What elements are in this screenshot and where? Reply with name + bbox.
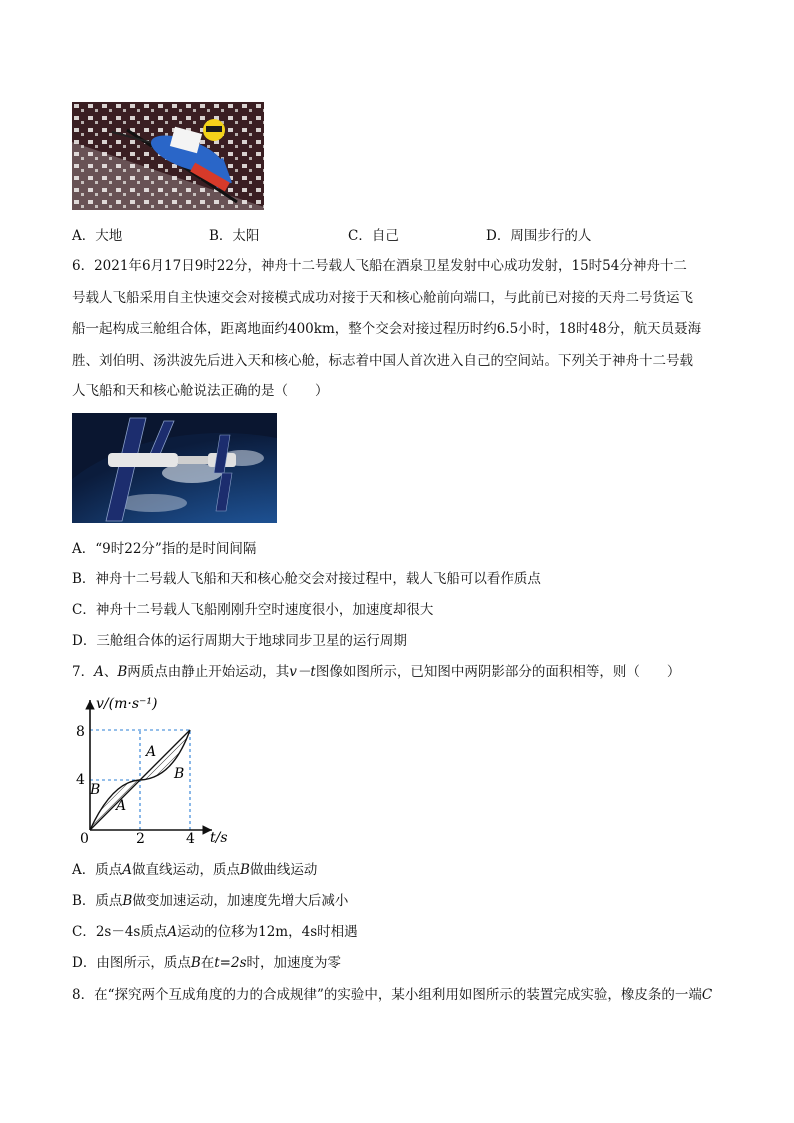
q7-option-d-mid: 在 (200, 955, 215, 971)
q7-option-c-mid: 运动的位移为12m，4s时相遇 (177, 924, 358, 940)
q7-option-d-var2: t=2s (214, 955, 247, 971)
q5-option-d: D．周围步行的人 (486, 228, 592, 244)
q6-stem-line-2: 号载人飞船采用自主快速交会对接模式成功对接于天和核心舱前向端口，与此前已对接的天舟二号货运飞 (72, 290, 693, 306)
q7-option-a-var2: B (240, 862, 250, 878)
x-tick-0: 0 (80, 831, 89, 847)
q7-option-c-pre: C．2s－4s质点 (72, 924, 168, 940)
q7-option-a-mid: 做直线运动，质点 (132, 862, 240, 878)
q8-stem-text: 8．在“探究两个互成角度的力的合成规律”的实验中，某小组利用如图所示的装置完成实验，橡皮条的一端 (72, 987, 702, 1003)
q6-option-d: D．三舱组合体的运行周期大于地球同步卫星的运行周期 (72, 633, 407, 649)
vt-graph (72, 690, 242, 855)
q7-stem-vt: v－t (289, 664, 316, 680)
q7-stem-end: 图像如图所示，已知图中两阴影部分的面积相等，则（ ） (315, 664, 681, 680)
q7-option-c-var1: A (167, 924, 178, 940)
q7-option-d-var1: B (190, 955, 201, 971)
q6-stem-line-5: 人飞船和天和核心舱说法正确的是（ ） (72, 383, 329, 399)
q6-option-c: C．神舟十二号载人飞船刚刚升空时速度很小，加速度却很大 (72, 602, 434, 618)
q7-stem-mid: 两质点由静止开始运动，其 (127, 664, 290, 680)
region-label-a-upper: A (146, 744, 157, 760)
q7-option-b-mid: 做变加速运动，加速度先增大后减小 (132, 893, 349, 909)
q6-stem-line-3: 船一起构成三舱组合体，距离地面约400km，整个交会对接过程历时约6.5小时，18时48分，航天员聂海 (72, 321, 702, 337)
q6-option-b: B．神舟十二号载人飞船和天和核心舱交会对接过程中，载人飞船可以看作质点 (72, 571, 541, 587)
q6-stem-line-1: 6．2021年6月17日9时22分，神舟十二号载人飞船在酒泉卫星发射中心成功发射，15时54分神舟十二 (72, 258, 687, 274)
q7-stem-number: 7． (72, 664, 95, 680)
q8-stem (72, 986, 712, 1004)
y-tick-4: 4 (76, 772, 85, 788)
q7-stem (72, 663, 680, 681)
q5-option-a: A．大地 (72, 228, 123, 244)
q7-option-d (72, 954, 341, 972)
x-axis-label: t/s (210, 830, 228, 846)
y-axis-label: v/(m·s⁻¹) (96, 696, 158, 712)
region-label-a-lower: A (116, 798, 127, 814)
q5-option-b: B．太阳 (209, 228, 260, 244)
q7-option-c (72, 923, 358, 941)
q7-option-d-pre: D．由图所示，质点 (72, 955, 191, 971)
q7-stem-var-b: B (117, 664, 128, 680)
q5-option-c: C．自己 (348, 228, 399, 244)
skier-image (72, 102, 264, 210)
q7-option-a (72, 861, 317, 879)
q7-stem-var-a: A (94, 664, 104, 680)
region-label-b-left: B (90, 782, 101, 798)
q6-option-a: A．“9时22分”指的是时间间隔 (72, 541, 257, 557)
space-station-image (72, 413, 277, 523)
x-tick-2: 2 (136, 831, 145, 847)
q7-option-a-var1: A (122, 862, 132, 878)
y-tick-8: 8 (76, 724, 85, 740)
q7-option-a-post: 做曲线运动 (249, 862, 318, 878)
q7-option-a-pre: A．质点 (72, 862, 123, 878)
q7-stem-sep: 、 (103, 664, 118, 680)
region-label-b-right: B (174, 766, 185, 782)
q7-option-b-pre: B．质点 (72, 893, 123, 909)
q7-option-b (72, 892, 348, 910)
q6-stem-line-4: 胜、刘伯明、汤洪波先后进入天和核心舱，标志着中国人首次进入自己的空间站。下列关于神舟十二号载 (72, 353, 693, 369)
x-tick-4: 4 (186, 831, 195, 847)
q7-option-b-var1: B (122, 893, 133, 909)
q7-option-d-post: 时，加速度为零 (246, 955, 342, 971)
q8-stem-var: C (701, 987, 713, 1003)
